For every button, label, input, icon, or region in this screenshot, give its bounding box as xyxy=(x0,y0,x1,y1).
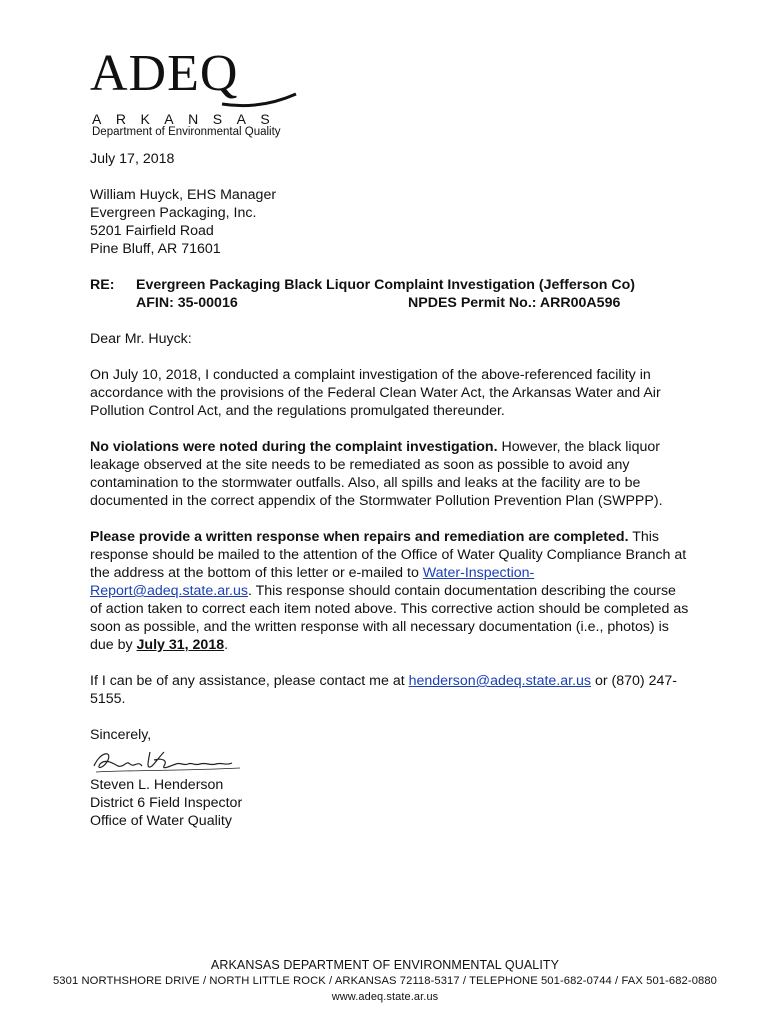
logo-department: Department of Environmental Quality xyxy=(92,126,281,138)
findings-bold: No violations were noted during the complaint investigation. xyxy=(90,439,498,455)
response-text: . xyxy=(224,637,229,653)
recipient-line: William Huyck, EHS Manager xyxy=(90,187,277,203)
closing: Sincerely, xyxy=(90,727,152,743)
water-inspection-email-link[interactable]: Water-Inspection-Report@adeq.state.ar.us xyxy=(90,565,535,599)
adeq-logo xyxy=(90,45,350,143)
contact-text: If I can be of any assistance, please contact me at xyxy=(90,673,409,689)
npdes-permit: NPDES Permit No.: ARR00A596 xyxy=(408,295,621,311)
signer-name: Steven L. Henderson xyxy=(90,777,224,793)
subject-block xyxy=(90,276,690,312)
response-bold: Please provide a written response when repairs and remediation are completed. xyxy=(90,529,629,545)
paragraph-investigation: On July 10, 2018, I conducted a complaint investigation of the above-referenced facility in accordance with the provisions of the Federal Clean Water Act, the Arkansas Water and Air Pollution Control Act, and the regulations promulgated thereunder. xyxy=(90,367,661,419)
afin-number: AFIN: 35-00016 xyxy=(136,295,238,311)
findings-text: However, the black liquor leakage observed at the site needs to be remediated as soon as possible to avoid any contamination to the stormwater outfalls. Also, all spills and leaks at the facility are to be documented in the correct appendix of the Stormwater Pollution Prevention Plan (SWPPP). xyxy=(90,439,663,509)
signer-title: District 6 Field Inspector xyxy=(90,795,243,811)
salutation: Dear Mr. Huyck: xyxy=(90,331,192,347)
signer-office: Office of Water Quality xyxy=(90,813,232,829)
logo-wordmark: ADEQ xyxy=(90,45,239,102)
due-date: July 31, 2018 xyxy=(136,637,225,653)
letter-date: July 17, 2018 xyxy=(90,151,175,167)
subject-title: Evergreen Packaging Black Liquor Complaint Investigation (Jefferson Co) xyxy=(136,277,636,293)
paragraph-findings xyxy=(90,438,690,510)
paragraph-response xyxy=(90,528,690,654)
logo-swoosh-icon xyxy=(220,88,300,110)
footer-website: www.adeq.state.ar.us xyxy=(331,991,439,1003)
paragraph-contact xyxy=(90,672,690,708)
recipient-line: Pine Bluff, AR 71601 xyxy=(90,241,221,257)
recipient-line: Evergreen Packaging, Inc. xyxy=(90,205,257,221)
footer-address: 5301 NORTHSHORE DRIVE / NORTH LITTLE ROCK / ARKANSAS 72118-5317 / TELEPHONE 501-682-0744 / FAX 501-682-0880 xyxy=(52,975,717,987)
contact-text: or (870) 247-5155. xyxy=(90,673,677,707)
subject-label: RE: xyxy=(90,277,115,293)
logo-state: ARKANSAS xyxy=(92,111,285,127)
henderson-email-link[interactable]: henderson@adeq.state.ar.us xyxy=(408,673,592,689)
footer-department: ARKANSAS DEPARTMENT OF ENVIRONMENTAL QUALITY xyxy=(210,958,560,972)
recipient-address xyxy=(90,186,690,258)
response-text: . This response should contain documentation describing the course of action taken to correct each item noted above. This corrective action should be completed as soon as possible, and the written response with all necessary documentation (i.e., photos) is due by xyxy=(90,583,689,653)
letter-footer xyxy=(0,957,770,1005)
signature xyxy=(90,744,690,776)
response-text: This response should be mailed to the attention of the Office of Water Quality Compliance Branch at the address at the bottom of this letter or e-mailed to xyxy=(90,529,687,581)
letter-body xyxy=(90,150,690,830)
handwritten-signature-icon xyxy=(90,744,250,778)
recipient-line: 5201 Fairfield Road xyxy=(90,223,214,239)
signer-block xyxy=(90,776,690,830)
